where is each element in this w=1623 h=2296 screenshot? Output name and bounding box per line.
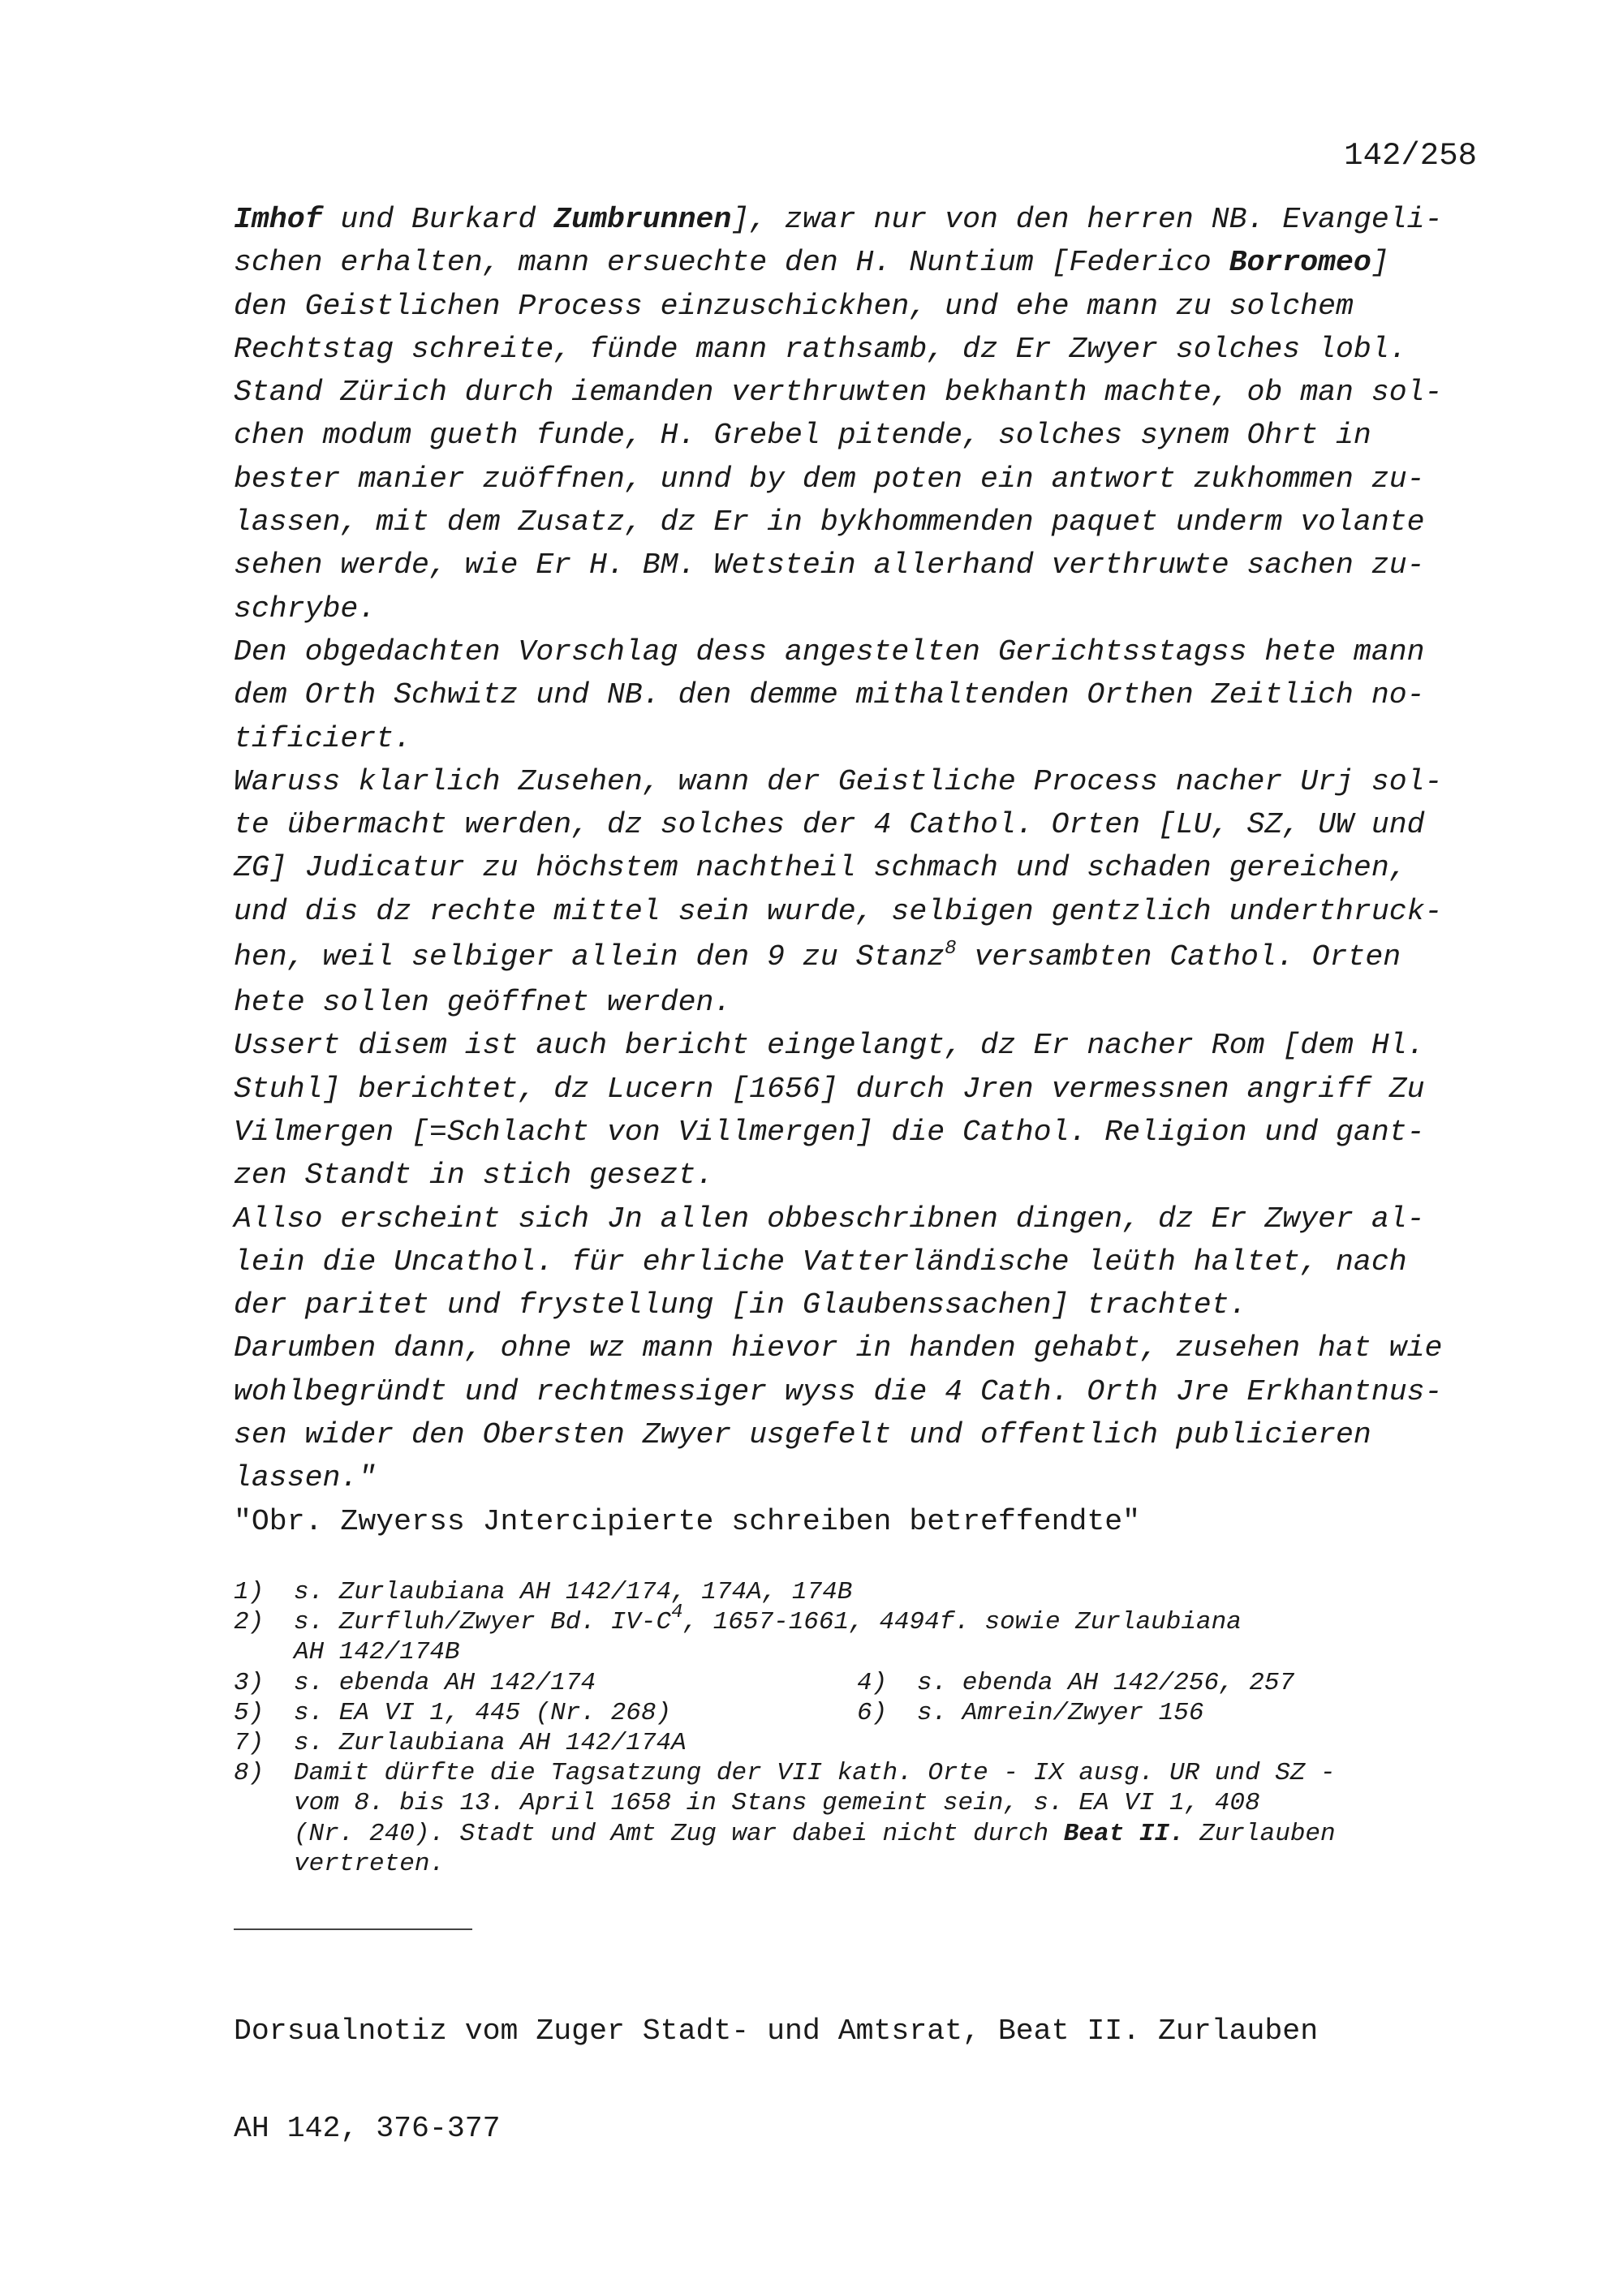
footnote-text: Damit dürfte die Tagsatzung der VII kath. Orte - IX ausg. UR und SZ - bbox=[294, 1759, 1336, 1788]
footnote-8 bbox=[234, 1758, 1500, 1788]
text-line: Imhof und Burkard Zumbrunnen], zwar nur von den herren NB. Evangeli- bbox=[234, 203, 1443, 236]
text-line: Stand Zürich durch iemanden verthruwten bekhanth machte, ob man sol- bbox=[234, 376, 1443, 410]
text-line: dem Orth Schwitz und NB. den demme mithaltenden Orthen Zeitlich no- bbox=[234, 678, 1425, 712]
footnote-text: s. Amrein/Zwyer 156 bbox=[917, 1698, 1204, 1727]
footnote-8-continuation bbox=[234, 1849, 1500, 1879]
text-line: Rechtstag schreite, fünde mann rathsamb, dz Er Zwyer solches lobl. bbox=[234, 332, 1407, 366]
text-line: lassen." bbox=[234, 1461, 377, 1495]
text-line: tificiert. bbox=[234, 721, 412, 755]
footnote-number: 1) bbox=[234, 1578, 265, 1606]
footnote-text: s. Zurfluh/Zwyer Bd. $IV-C^4$, 1657-1661, 4494f. sowie Zurlaubiana bbox=[294, 1602, 1242, 1637]
text-line: Den obgedachten Vorschlag dess angestelten Gerichtsstagss hete mann bbox=[234, 634, 1425, 669]
text-line: chen modum gueth funde, H. Grebel pitende, solches synem Ohrt in bbox=[234, 419, 1371, 453]
footnote-number: 8) bbox=[234, 1759, 265, 1788]
text-line: der paritet und frystellung [in Glaubenssachen] trachtet. bbox=[234, 1288, 1247, 1322]
text-line: wohlbegründt und rechtmessiger wyss die 4 Cath. Orth Jre Erkhantnus- bbox=[234, 1374, 1443, 1408]
text-line: hete sollen geöffnet werden. bbox=[234, 986, 732, 1020]
footnote-text: s. ebenda AH 142/174 bbox=[294, 1668, 596, 1697]
footnote-text: AH 142/174B bbox=[294, 1638, 460, 1667]
text-line: Ussert disem ist auch bericht eingelangt, dz Er nacher Rom [dem Hl. bbox=[234, 1029, 1425, 1063]
footnotes bbox=[234, 1577, 1500, 1879]
text-line: schen erhalten, mann ersuechte den H. Nuntium [Federico Borromeo] bbox=[234, 246, 1389, 280]
footnote-number: 4) bbox=[857, 1668, 888, 1697]
footnote-text: vertreten. bbox=[294, 1849, 446, 1878]
footnote-text: s. EA VI 1, 445 (Nr. 268) bbox=[294, 1698, 672, 1727]
text-line: te übermacht werden, dz solches der 4 Cathol. Orten [LU, SZ, UW und bbox=[234, 808, 1425, 842]
footnote-2-continuation bbox=[234, 1637, 1500, 1667]
dorsal-line: AH 142, 376-377 bbox=[234, 2112, 501, 2145]
text-line: sen wider den Obersten Zwyer usgefelt und offentlich publicieren bbox=[234, 1418, 1371, 1452]
text-line: den Geistlichen Process einzuschickhen, und ehe mann zu solchem bbox=[234, 289, 1354, 323]
body-text bbox=[234, 198, 1500, 1543]
text-line: Darumben dann, ohne wz mann hievor in handen gehabt, zusehen hat wie bbox=[234, 1331, 1443, 1365]
footnote-3-4 bbox=[234, 1668, 1500, 1698]
text-line: lassen, mit dem Zusatz, dz Er in bykhommenden paquet underm volante bbox=[234, 505, 1425, 540]
text-line: Allso erscheint sich Jn allen obbeschribnen dingen, dz Er Zwyer al- bbox=[234, 1202, 1425, 1236]
text-line: Stuhl] berichtet, dz Lucern [1656] durch Jren vermessnen angriff Zu bbox=[234, 1072, 1425, 1106]
text-line: hen, weil selbiger allein den 9 zu Stanz$^8$ versambten Cathol. Orten bbox=[234, 938, 1401, 974]
dorsal-note bbox=[234, 1950, 1500, 2178]
dorsal-line: Dorsualnotiz vom Zuger Stadt- und Amtsrat, Beat II. Zurlauben bbox=[234, 2014, 1319, 2048]
text-line: sehen werde, wie Er H. BM. Wetstein allerhand verthruwte sachen zu- bbox=[234, 548, 1425, 583]
footnote-1 bbox=[234, 1577, 1500, 1607]
text-line: schrybe. bbox=[234, 591, 377, 626]
footnote-number: 3) bbox=[234, 1668, 265, 1697]
footnote-text: vom 8. bis 13. April 1658 in Stans gemeint sein, s. EA VI 1, 408 bbox=[294, 1789, 1260, 1818]
footnote-7 bbox=[234, 1728, 1500, 1758]
footnote-5-6 bbox=[234, 1698, 1500, 1728]
text-line: und dis dz rechte mittel sein wurde, selbigen gentzlich underthruck- bbox=[234, 894, 1443, 928]
footnote-text: (Nr. 240). Stadt und Amt Zug war dabei nicht durch Beat II. Zurlauben bbox=[294, 1819, 1336, 1848]
text-line: ZG] Judicatur zu höchstem nachtheil schmach und schaden gereichen, bbox=[234, 851, 1407, 885]
footnote-2 bbox=[234, 1602, 1500, 1637]
footnote-text: s. Zurlaubiana AH 142/174A bbox=[294, 1728, 687, 1757]
footnote-number: 7) bbox=[234, 1728, 265, 1757]
text-line: lein die Uncathol. für ehrliche Vatterländische leüth haltet, nach bbox=[234, 1245, 1407, 1279]
footnote-8-continuation bbox=[234, 1819, 1500, 1849]
footnote-8-continuation bbox=[234, 1788, 1500, 1818]
separator-rule bbox=[234, 1928, 472, 1930]
page-number: 142/258 bbox=[1344, 138, 1477, 174]
text-line: "Obr. Zwyerss Jntercipierte schreiben betreffendte" bbox=[234, 1504, 1141, 1538]
footnote-number: 5) bbox=[234, 1698, 265, 1727]
footnote-text: s. Zurlaubiana AH 142/174, 174A, 174B bbox=[294, 1578, 853, 1606]
text-line: bester manier zuöffnen, unnd by dem poten ein antwort zukhommen zu- bbox=[234, 462, 1425, 496]
text-line: Waruss klarlich Zusehen, wann der Geistliche Process nacher Urj sol- bbox=[234, 764, 1443, 798]
footnote-text: s. ebenda AH 142/256, 257 bbox=[917, 1668, 1295, 1697]
footnote-number: 2) bbox=[234, 1608, 265, 1637]
text-line: zen Standt in stich gesezt. bbox=[234, 1159, 714, 1193]
text-line: Vilmergen [=Schlacht von Villmergen] die Cathol. Religion und gant- bbox=[234, 1115, 1425, 1149]
footnote-number: 6) bbox=[857, 1698, 888, 1727]
